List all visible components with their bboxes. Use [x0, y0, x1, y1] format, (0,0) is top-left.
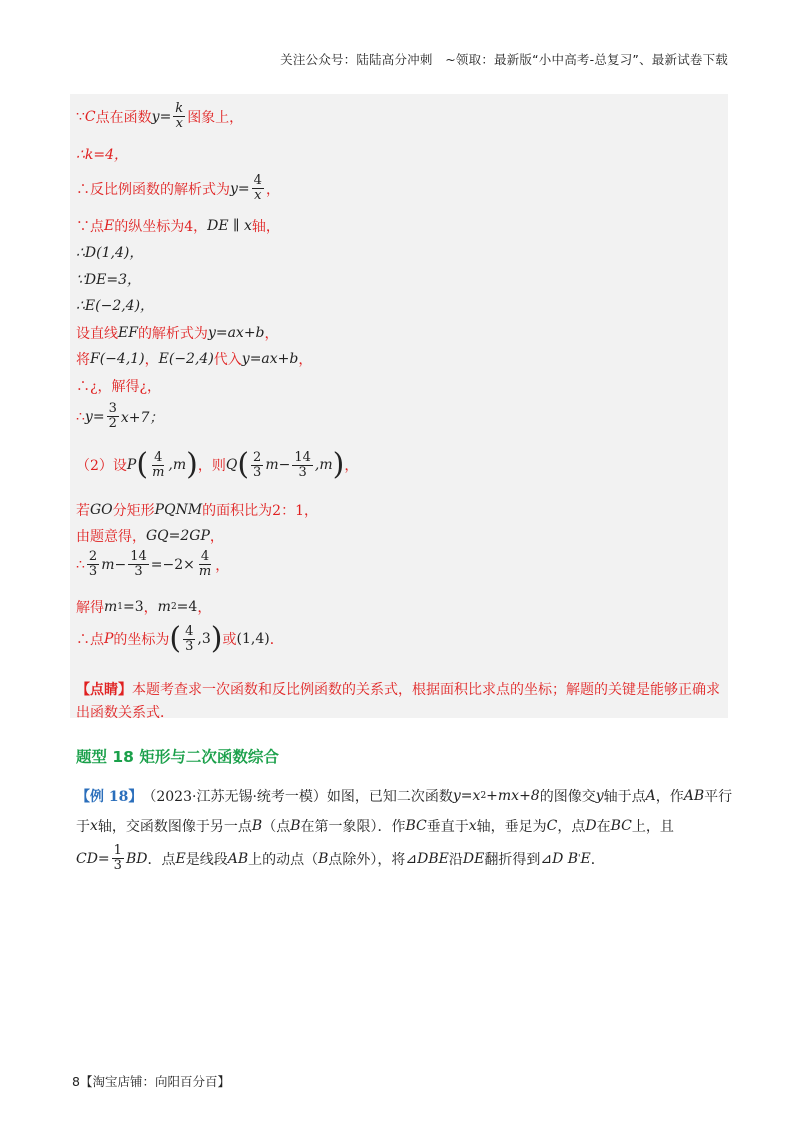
fraction: $\frac{k}{x}$ — [175, 101, 184, 131]
example-line-3: CD= $\frac{1}{3}$ BD ．点 E 是线段 AB 上的动点（ B 点除外），将 ⊿ DBE 沿 DE 翻折得到 ⊿ D B ' E ． — [76, 843, 605, 873]
fraction: $\frac{3}{2}$ — [108, 401, 117, 431]
solution-line-8: 设直线 EF 的解析式为 y=ax+b ， — [76, 325, 279, 342]
comment-text: 本题考查求一次函数和反比例函数的关系式，根据面积比求点的坐标；解题的关键是能够正确求出函数关系式． — [76, 682, 720, 721]
solution-line-10: ∴¿，解得¿， — [76, 379, 162, 395]
solution-line-1: ∵ C 点在函数 y = $\frac{k}{x}$ 图象上， — [76, 101, 244, 131]
fraction: $\frac{14}{3}$ — [294, 449, 311, 480]
solution-line-15: ∴ $\frac{2}{3}$ m − $\frac{14}{3}$ =−2× $\frac{4}{m}$ ， — [76, 549, 230, 579]
comment-note — [76, 679, 724, 725]
solution-line-13: 若 GO 分矩形 PQNM 的面积比为2：1， — [76, 502, 318, 519]
fraction: $\frac{14}{3}$ — [130, 549, 147, 579]
solution-line-12: （2）设 P ( $\frac{4}{m}$ ,m ) ，则 Q ( $\frac{2}{3}$ m − $\frac{14}{3}$ ,m ) ， — [76, 447, 359, 482]
solution-block — [70, 94, 728, 721]
solution-line-6: ∵DE=3， — [76, 272, 141, 288]
solution-line-9: 将 F(−4,1) ， E(−2,4) 代入 y=ax+b ， — [76, 351, 313, 368]
page-footer: 8【淘宝店铺：向阳百分百】 — [72, 1074, 230, 1089]
page-header: 关注公众号：陆陆高分冲刺 ~领取：最新版“小中高考-总复习”、最新试卷下载 — [280, 52, 728, 67]
fraction: $\frac{2}{3}$ — [253, 449, 262, 480]
fraction: $\frac{1}{3}$ — [113, 843, 122, 873]
fraction: $\frac{4}{x}$ — [253, 173, 262, 203]
solution-line-5: ∴D(1,4)， — [76, 245, 144, 261]
comment-tag: 【点睛】 — [76, 682, 132, 698]
solution-line-17: ∴点 P 的坐标为 ( $\frac{4}{3}$ ,3 ) 或 (1,4) ． — [76, 621, 284, 656]
example-line-1: 【例 18】 （2023·江苏无锡·统考一模）如图，已知二次函数 y=x 2 +mx+8 的图像交 y 轴于点 A ，作 AB 平行 — [76, 788, 733, 805]
solution-line-14: 由题意得， GQ=2GP ， — [76, 528, 224, 545]
solution-line-4: ∵点 E 的纵坐标为4， DE ∥ x 轴， — [76, 218, 280, 235]
solution-line-2: ∴k=4， — [76, 147, 129, 163]
solution-line-7: ∴E(−2,4)， — [76, 298, 155, 314]
solution-line-16: 解得 m 1 =3 ， m 2 =4 ， — [76, 599, 212, 616]
fraction: $\frac{4}{m}$ — [198, 549, 212, 579]
fraction: $\frac{4}{m}$ — [152, 449, 165, 480]
fraction: $\frac{2}{3}$ — [88, 549, 98, 579]
example-line-2: 于 x 轴，交函数图像于另一点 B （点 B 在第一象限）．作 BC 垂直于 x 轴，垂足为 C ，点 D 在 BC 上，且 — [76, 818, 674, 835]
section-title: 题型 18 矩形与二次函数综合 — [76, 748, 279, 766]
solution-line-3: ∴反比例函数的解析式为 y = $\frac{4}{x}$ ， — [76, 173, 280, 203]
fraction: $\frac{4}{3}$ — [185, 623, 194, 654]
example-tag: 【例 18】 — [76, 789, 143, 805]
solution-line-11: ∴ y = $\frac{3}{2}$ x+7； — [76, 401, 164, 431]
